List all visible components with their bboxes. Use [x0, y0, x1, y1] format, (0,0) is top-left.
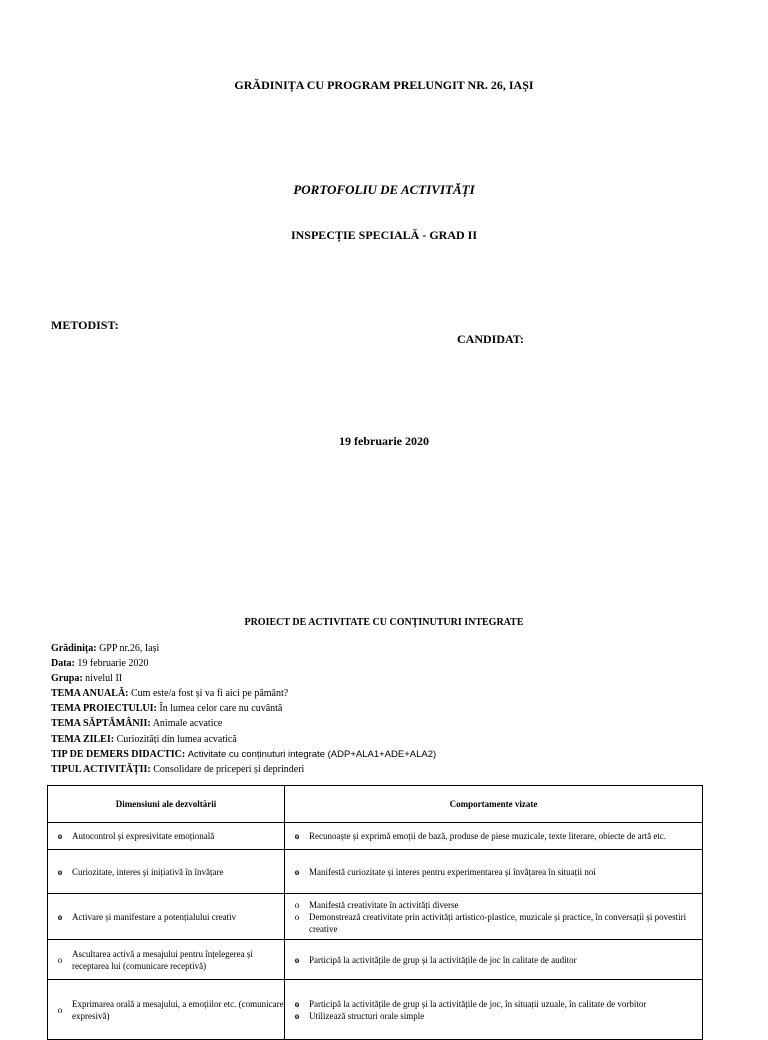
project-info: [51, 641, 731, 777]
dimension-text: Ascultarea activă a mesajului pentru înțelegerea și receptarea lui (comunicare receptivă): [72, 948, 253, 971]
metodist-label: METODIST:: [51, 318, 119, 332]
field-value: GPP nr.26, Iași: [99, 643, 160, 654]
table-row: [48, 823, 703, 850]
institution-header: GRĂDINIȚA CU PROGRAM PRELUNGIT NR. 26, IAȘI: [234, 78, 534, 92]
info-row: [51, 762, 731, 777]
info-row: [51, 686, 731, 701]
bullet-icon: o: [57, 1004, 63, 1015]
table-row: [48, 980, 703, 1040]
bullet-icon: o: [294, 998, 300, 1009]
dimension-text: Autocontrol și expresivitate emoțională: [72, 831, 215, 841]
portfolio-title: PORTOFOLIU DE ACTIVITĂȚI: [293, 182, 475, 197]
header-dimensions: Dimensiuni ale dezvoltării: [48, 786, 285, 823]
bullet-icon: o: [57, 954, 63, 965]
behavior-text: Participă la activitățile de grup și la activitățile de joc în calitate de auditor: [309, 954, 577, 965]
field-value: Curiozități din lumea acvatică: [116, 733, 237, 745]
field-label: TIPUL ACTIVITĂȚII:: [51, 763, 151, 775]
behavior-text: Manifestă curiozitate și interes pentru experimentarea și învățarea în situații noi: [309, 866, 596, 877]
field-label: TEMA PROIECTULUI:: [51, 703, 157, 715]
bullet-icon: o: [294, 866, 300, 877]
behavior-text: Participă la activitățile de grup și la activitățile de joc, în situații uzuale, în calitate de vorbitor: [309, 998, 647, 1009]
field-value: Animale acvatice: [152, 718, 223, 730]
dimension-text: Exprimarea orală a mesajului, a emoțiilor etc. (comunicare expresivă): [72, 998, 284, 1021]
info-row: [51, 641, 731, 656]
field-value: Consolidare de priceperi și deprinderi: [153, 763, 305, 775]
field-value: nivelul II: [85, 673, 123, 685]
dimension-text: Curiozitate, interes și inițiativă în învățare: [72, 866, 224, 877]
competencies-table: [47, 785, 703, 1040]
field-label: TEMA ANUALĂ:: [51, 688, 129, 700]
dimension-text: Activare și manifestare a potențialului creativ: [72, 911, 237, 922]
list-item: [285, 998, 702, 1010]
bullet-icon: o: [294, 831, 300, 841]
list-item: [285, 899, 702, 911]
behavior-text: Manifestă creativitate în activități diverse: [309, 899, 459, 910]
bullet-icon: o: [294, 911, 300, 922]
field-value: Cum este/a fost și va fi aici pe pământ?: [131, 688, 289, 700]
bullet-icon: o: [294, 1010, 300, 1021]
list-item: [285, 1010, 702, 1022]
bullet-icon: o: [294, 899, 300, 910]
list-item: [285, 954, 702, 966]
bullet-icon: o: [57, 831, 63, 841]
behavior-text: Demonstrează creativitate prin activități artistico-plastice, muzicale și practice, în conversații și povestiri creative: [309, 911, 687, 934]
table-row: [48, 940, 703, 980]
header-behaviors: Comportamente vizate: [285, 786, 703, 823]
field-label: Grădinița:: [51, 643, 97, 654]
field-label: TIP DE DEMERS DIDACTIC:: [51, 748, 186, 760]
list-item: [285, 911, 702, 935]
field-value: Activitate cu conținuturi integrate (ADP+ALA1+ADE+ALA2): [187, 748, 437, 760]
field-label: TEMA SĂPTĂMÂNII:: [51, 718, 151, 730]
list-item: [285, 866, 702, 878]
table-row: [48, 894, 703, 940]
field-label: Data:: [51, 658, 75, 670]
list-item: [285, 830, 702, 842]
info-row: [51, 747, 731, 762]
bullet-icon: o: [57, 866, 63, 877]
info-row: [51, 716, 731, 731]
candidat-label: CANDIDAT:: [457, 332, 524, 346]
info-row: [51, 732, 731, 747]
behavior-text: Utilizează structuri orale simple: [309, 1010, 425, 1021]
field-value: În lumea celor care nu cuvântă: [159, 703, 283, 715]
field-value: 19 februarie 2020: [77, 658, 149, 670]
project-title: PROIECT DE ACTIVITATE CU CONȚINUTURI INTEGRATE: [244, 617, 524, 628]
inspection-subtitle: INSPECȚIE SPECIALĂ - GRAD II: [290, 228, 478, 242]
table-header-row: [48, 786, 703, 823]
bullet-icon: o: [294, 954, 300, 965]
field-label: TEMA ZILEI:: [51, 733, 115, 745]
info-row: [51, 701, 731, 716]
field-label: Grupa:: [51, 673, 83, 685]
info-row: [51, 671, 731, 686]
behavior-text: Recunoaște și exprimă emoții de bază, produse de piese muzicale, texte literare, obiecte de artă etc.: [309, 831, 667, 841]
info-row: [51, 656, 731, 671]
cover-date: 19 februarie 2020: [339, 434, 429, 448]
bullet-icon: o: [57, 911, 63, 922]
table-row: [48, 850, 703, 894]
